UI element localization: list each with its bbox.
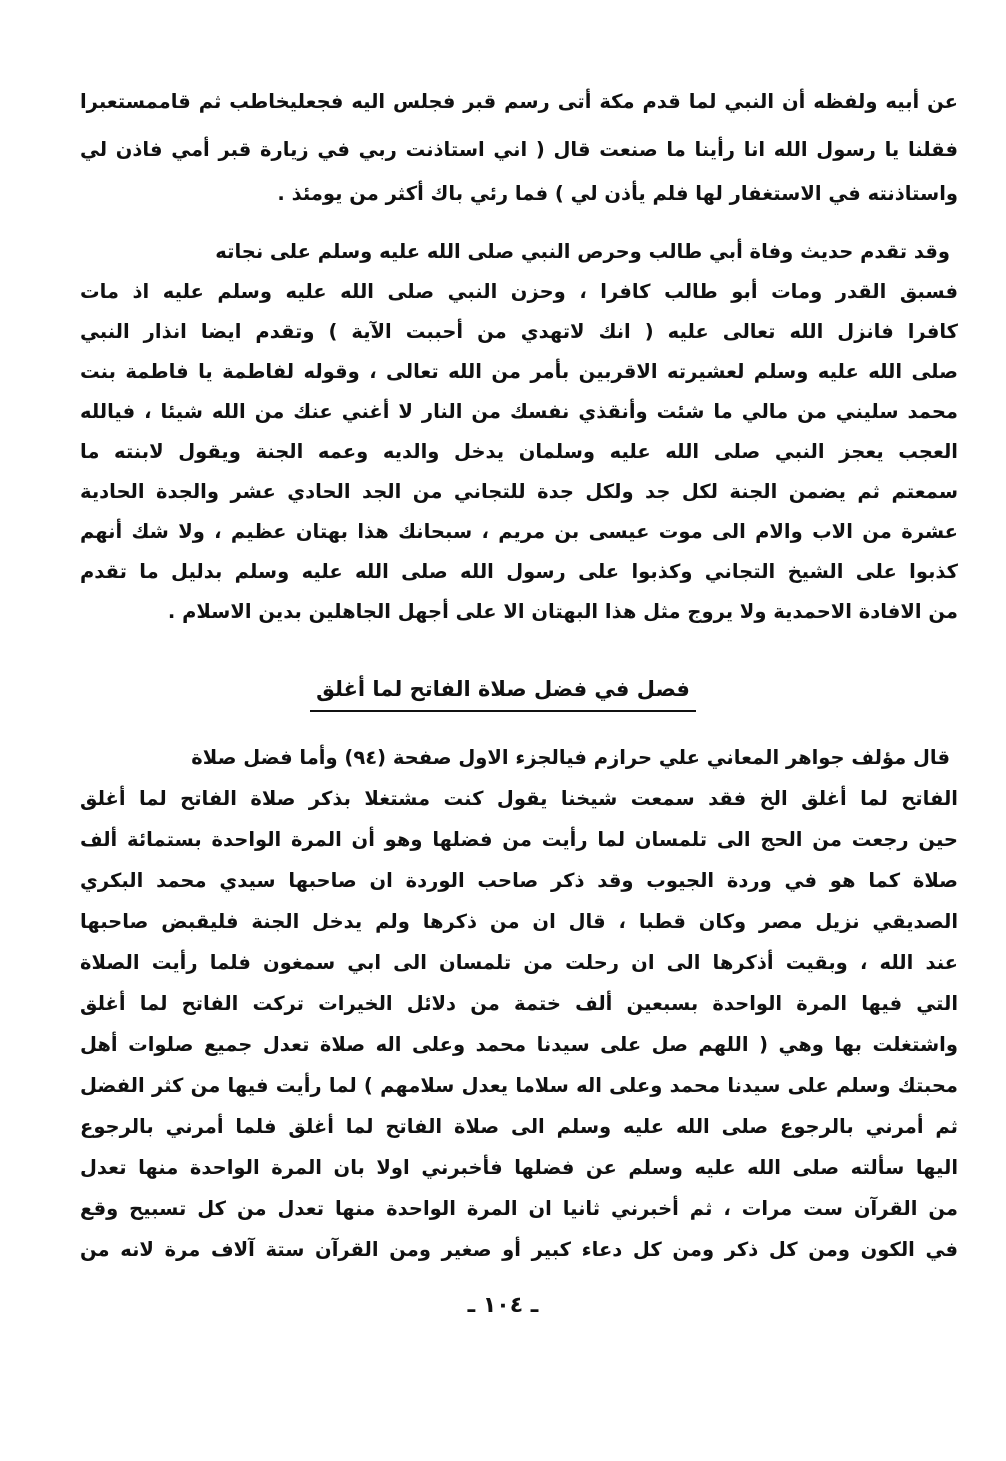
text-line: الفاتح لما أغلق الخ فقد سمعت شيخنا يقول كنت مشتغلا بذكر صلاة الفاتح لما أغلق [80, 787, 958, 810]
text-line: واشتغلت بها وهي ( اللهم صل على سيدنا محمد وعلى اله صلاة تعدل جميع صلوات أهل [80, 1033, 958, 1056]
text-line: حين رجعت من الحج الى تلمسان لما رأيت من فضلها وهو أن المرة الواحدة بستمائة ألف [80, 828, 958, 851]
text-line: عن أبيه ولفظه أن النبي لما قدم مكة أتى رسم قبر فجلس اليه فجعليخاطب ثم قاممستعبرا [80, 90, 958, 113]
text-line: فسبق القدر ومات أبو طالب كافرا ، وحزن النبي صلى الله عليه وسلم عليه اذ مات [80, 280, 958, 303]
text-line: ثم أمرني بالرجوع صلى الله عليه وسلم الى صلاة الفاتح لما أغلق فلما أمرني بالرجوع [80, 1115, 958, 1138]
text-line: محمد سليني من مالي ما شئت وأنقذي نفسك من النار لا أغني عنك من الله شيئا ، فيالله [80, 400, 958, 423]
text-line: العجب يعجز النبي صلى الله عليه وسلمان يدخل والديه وعمه الجنة ويقول لابنته ما [80, 440, 958, 463]
text-line: فقلنا يا رسول الله انا رأينا ما صنعت قال ( اني استاذنت ربي في زيارة قبر أمي فاذن لي [80, 138, 958, 161]
text-line: عشرة من الاب والام الى موت عيسى بن مريم ، سبحانك هذا بهتان عظيم ، ولا شك أنهم [80, 520, 958, 543]
text-line: كافرا فانزل الله تعالى عليه ( انك لاتهدي من أحببت الآية ) وتقدم ايضا انذار النبي [80, 320, 958, 343]
text-line: في الكون ومن كل ذكر ومن كل دعاء كبير أو صغير ومن القرآن ستة آلاف مرة لانه من [80, 1238, 958, 1261]
page-number: ـ ١٠٤ ـ [467, 1293, 539, 1318]
text-line: سمعتم ثم يضمن الجنة لكل جد ولكل جدة للتجاني من الجد الحادي عشر والجدة الحادية [80, 480, 958, 503]
text-line: صلاة كما هو في وردة الجيوب وقد ذكر صاحب الوردة ان صاحبها سيدي محمد البكري [80, 869, 958, 892]
text-line: من الافادة الاحمدية ولا يروج مثل هذا البهتان الا على أجهل الجاهلين بدين الاسلام . [167, 600, 958, 623]
section-heading-text: فصل في فضل صلاة الفاتح لما أغلق [310, 672, 696, 712]
text-line: من القرآن ست مرات ، ثم أخبرني ثانيا ان المرة الواحدة منها تعدل من كل تسبيح وقع [80, 1197, 958, 1220]
section-heading [0, 672, 1006, 712]
text-line: قال مؤلف جواهر المعاني علي حرازم فيالجزء الاول صفحة (٩٤) وأما فضل صلاة [191, 746, 950, 769]
text-line: الصديقي نزيل مصر وكان قطبا ، قال ان من ذكرها ولم يدخل الجنة فليقبض صاحبها [80, 910, 958, 933]
text-line: صلى الله عليه وسلم لعشيرته الاقربين بأمر من الله تعالى ، وقوله لفاطمة يا فاطمة بنت [80, 360, 958, 383]
text-line: التي فيها المرة الواحدة بسبعين ألف ختمة من دلائل الخيرات تركت الفاتح لما أغلق [80, 992, 958, 1015]
text-line: اليها سألته صلى الله عليه وسلم عن فضلها فأخبرني اولا بان المرة الواحدة منها تعدل [80, 1156, 958, 1179]
text-line: واستاذنته في الاستغفار لها فلم يأذن لي ) فما رئي باك أكثر من يومئذ . [277, 182, 958, 205]
text-line: كذبوا على الشيخ التجاني وكذبوا على رسول الله صلى الله عليه وسلم بدليل ما تقدم [80, 560, 958, 583]
text-line: محبتك وسلم على سيدنا محمد وعلى اله سلاما يعدل سلامهم ) لما رأيت فيها من كثر الفضل [80, 1074, 958, 1097]
text-line: عند الله ، وبقيت أذكرها الى ان رحلت من تلمسان الى ابي سمغون فلما رأيت الصلاة [80, 951, 958, 974]
text-line: وقد تقدم حديث وفاة أبي طالب وحرص النبي صلى الله عليه وسلم على نجاته [215, 240, 950, 263]
